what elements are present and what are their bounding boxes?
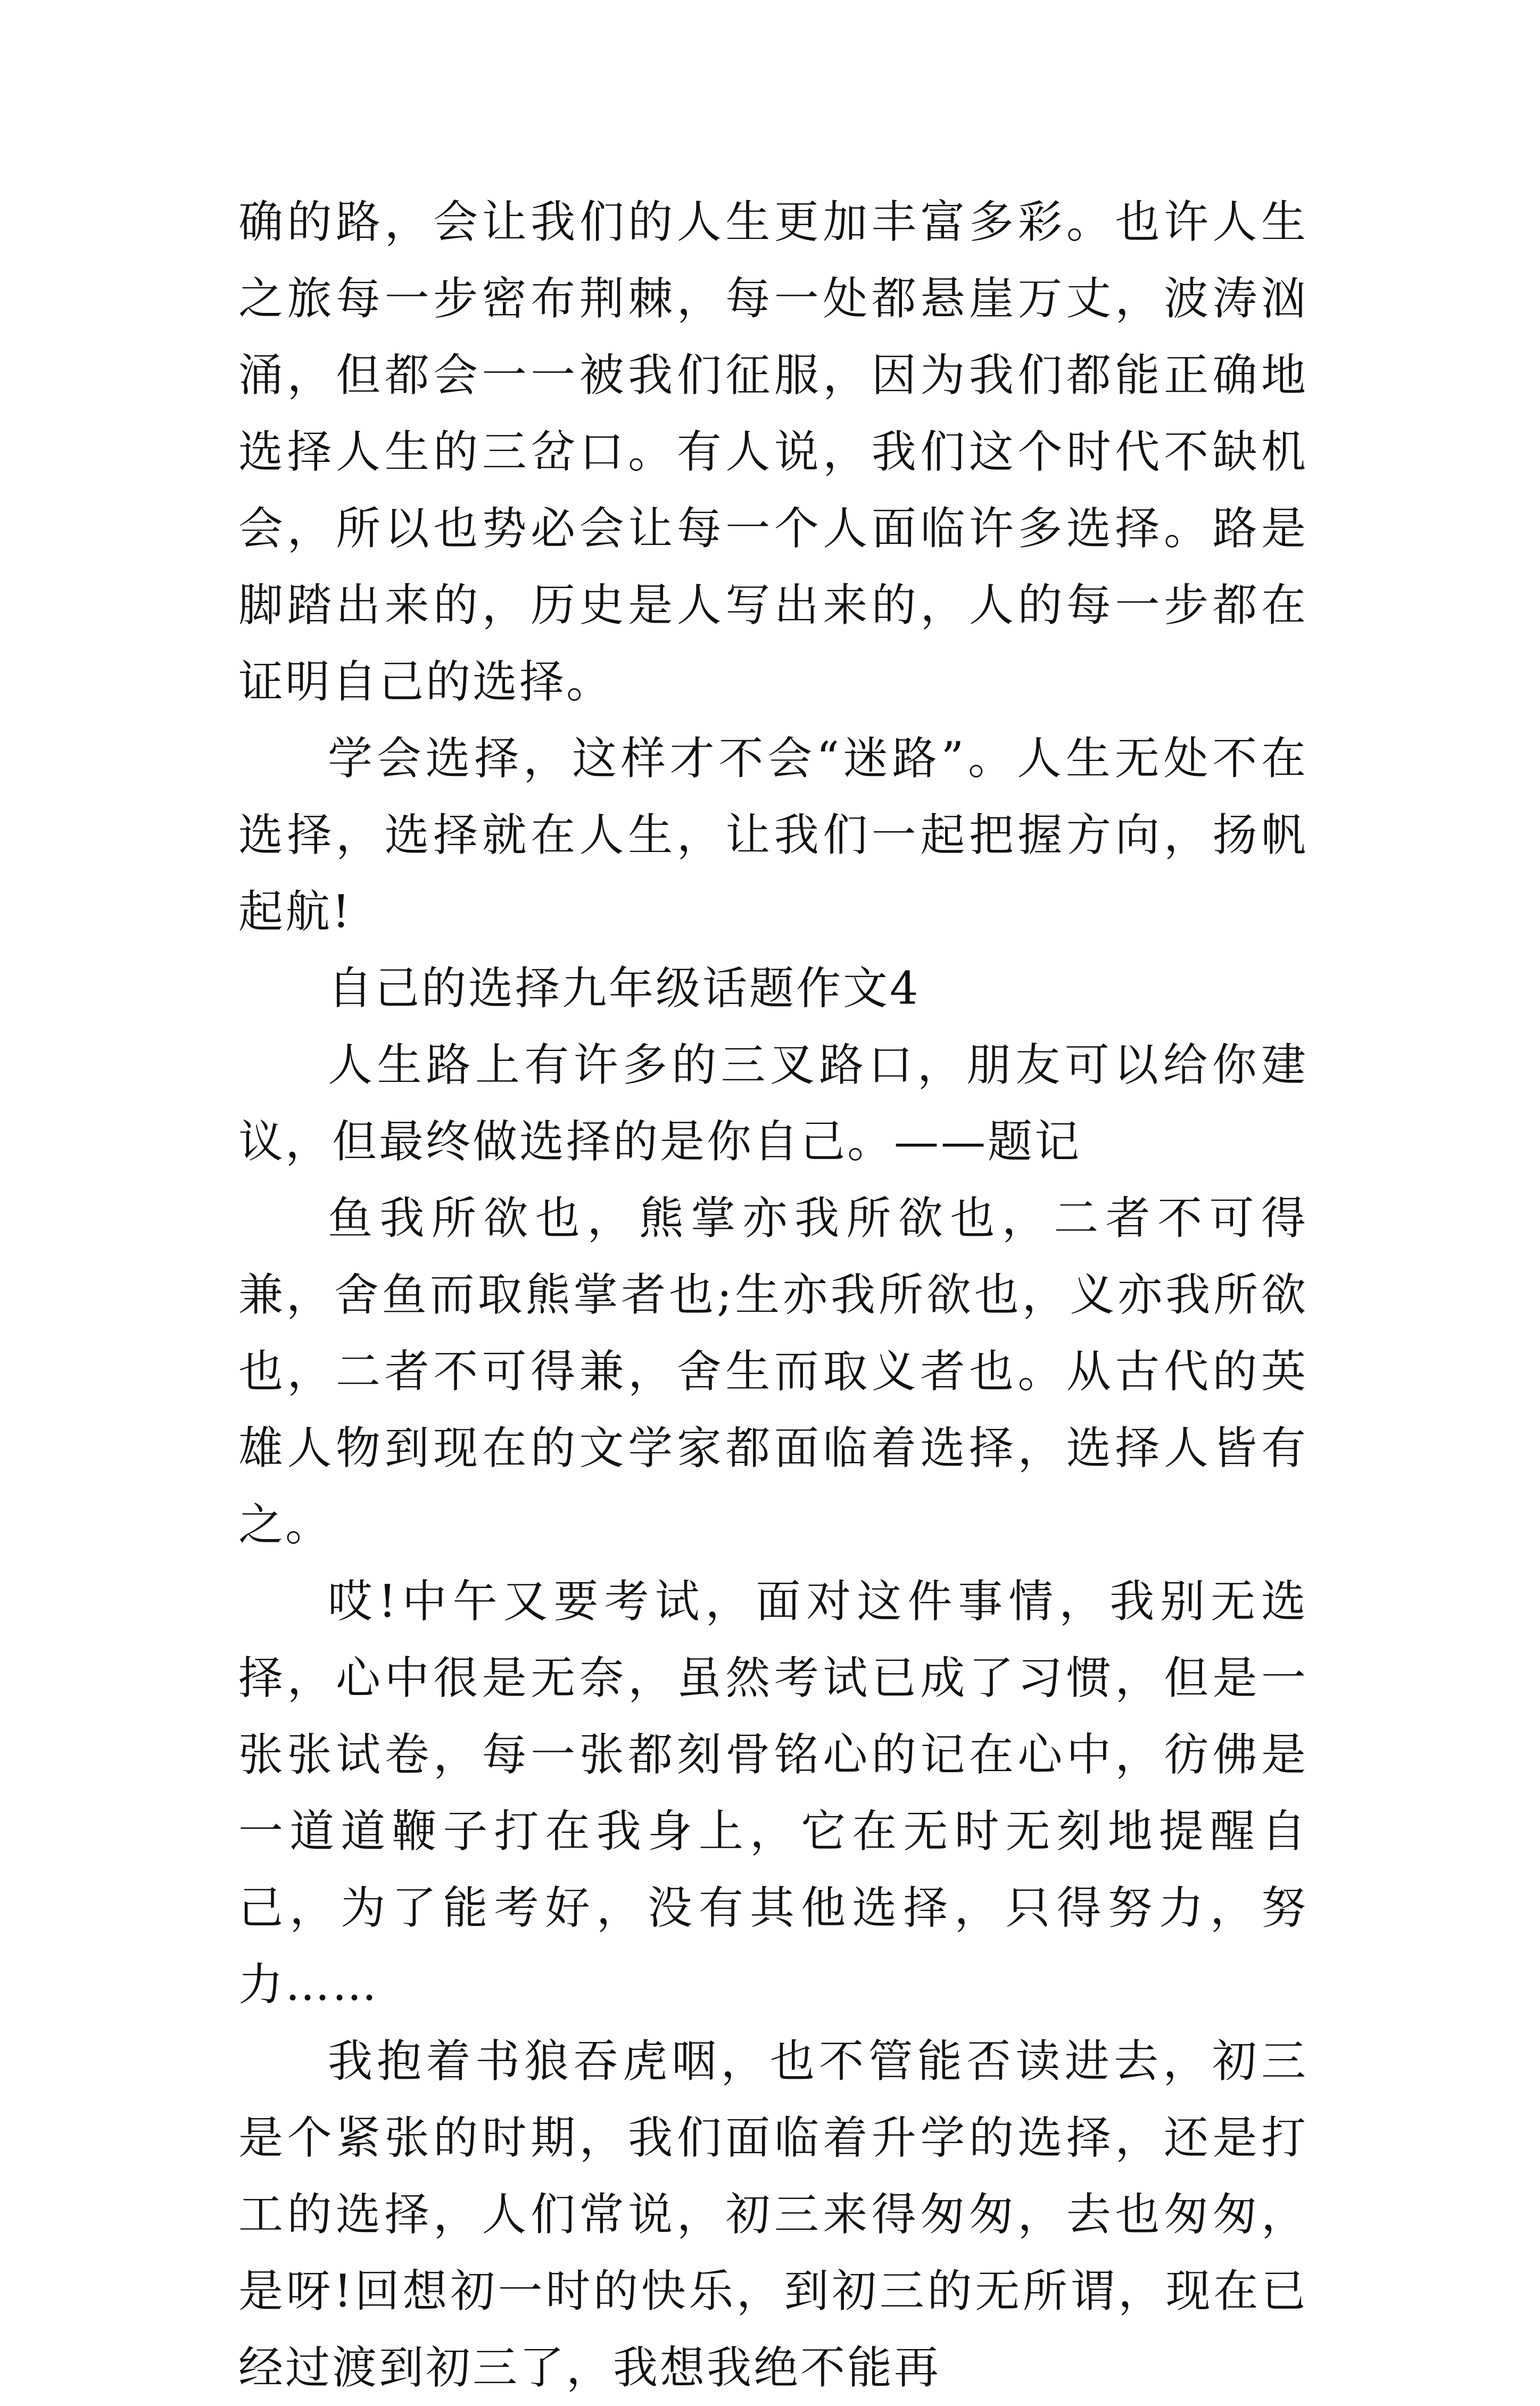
essay-title: 自己的选择九年级话题作文4: [328, 962, 921, 1014]
paragraph-grade-nine: 我抱着书狼吞虎咽，也不管能否读进去，初三是个紧张的时期，我们面临着升学的选择，还是打工的选择，人们常说，初三来得匆匆，去也匆匆，是呀!回想初一时的快乐，到初三的无所谓，现在已经过渡到初三了，我想我绝不能再: [238, 2035, 1308, 2394]
paragraph-exam: 哎!中午又要考试，面对这件事情，我别无选择，心中很是无奈，虽然考试已成了习惯，但是一张张试卷，每一张都刻骨铭心的记在心中，彷佛是一道道鞭子打在我身上，它在无时无刻地提醒自己，为了能考好，没有其他选择，只得努力，努力……: [238, 1575, 1308, 2011]
document-body: [238, 184, 1308, 2406]
paragraph-continuation: 确的路，会让我们的人生更加丰富多彩。也许人生之旅每一步密布荆棘，每一处都悬崖万丈，波涛汹涌，但都会一一被我们征服，因为我们都能正确地选择人生的三岔口。有人说，我们这个时代不缺机会，所以也势必会让每一个人面临许多选择。路是脚踏出来的，历史是人写出来的，人的每一步都在证明自己的选择。: [238, 196, 1308, 708]
paragraph-learn-to-choose: 学会选择，这样才不会“迷路”。人生无处不在选择，选择就在人生，让我们一起把握方向，扬帆起航!: [238, 732, 1308, 938]
paragraph-epigraph: 人生路上有许多的三叉路口，朋友可以给你建议，但最终做选择的是你自己。——题记: [238, 1039, 1308, 1168]
paragraph-fish-and-bear-paw: 鱼我所欲也，熊掌亦我所欲也，二者不可得兼，舍鱼而取熊掌者也;生亦我所欲也，义亦我所欲也，二者不可得兼，舍生而取义者也。从古代的英雄人物到现在的文学家都面临着选择，选择人皆有之。: [238, 1192, 1308, 1551]
